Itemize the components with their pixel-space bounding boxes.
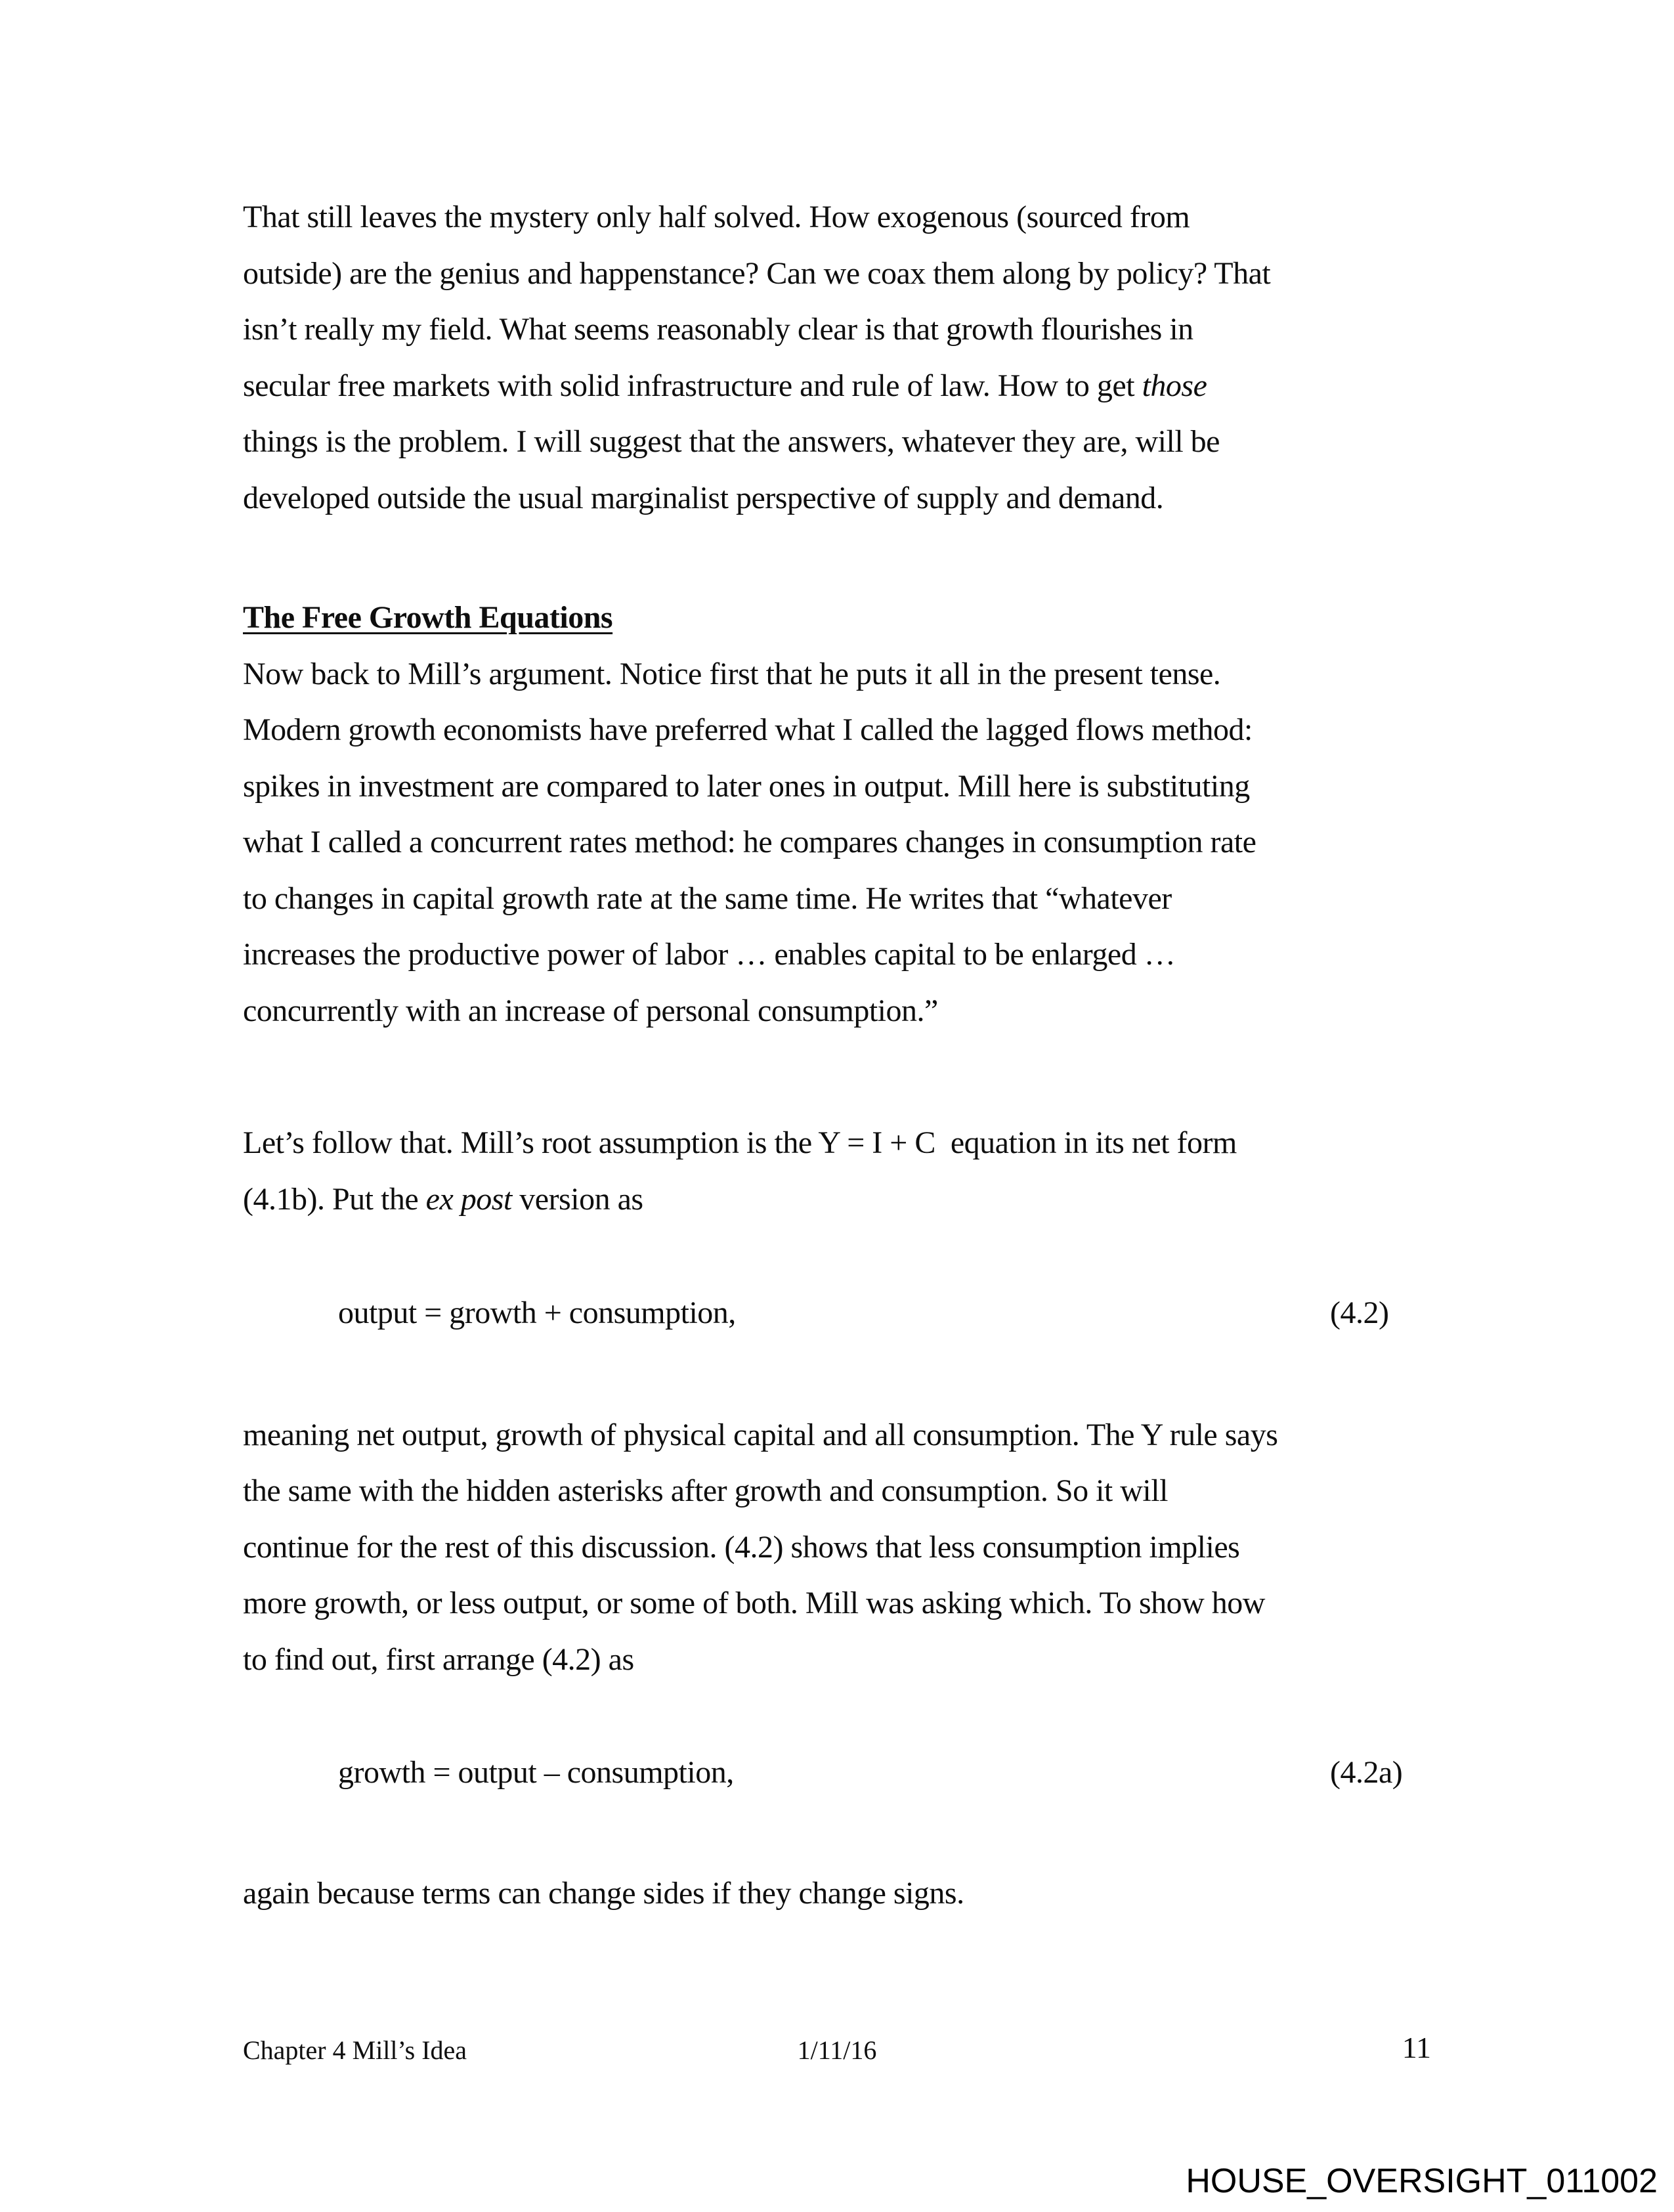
text-line: what I called a concurrent rates method: he compares changes in consumption rate xyxy=(243,825,1256,859)
text-line: isn’t really my field. What seems reasonably clear is that growth flourishes in xyxy=(243,312,1193,347)
heading-text: The Free Growth Equations xyxy=(243,600,613,635)
text-line: things is the problem. I will suggest that the answers, whatever they are, will be xyxy=(243,424,1220,459)
text-line: Modern growth economists have preferred what I called the lagged flows method: xyxy=(243,712,1253,747)
text-line: continue for the rest of this discussion. (4.2) shows that less consumption implies xyxy=(243,1529,1240,1565)
equation-4-2a xyxy=(243,1745,1431,1801)
paragraph-4 xyxy=(243,1407,1431,1688)
equation-number: (4.2) xyxy=(1330,1295,1389,1330)
text-line: meaning net output, growth of physical capital and all consumption. The Y rule says xyxy=(243,1417,1278,1452)
equation-4-2 xyxy=(243,1285,1431,1341)
equation-formula: growth = output – consumption, xyxy=(338,1755,734,1790)
text-line: more growth, or less output, or some of both. Mill was asking which. To show how xyxy=(243,1586,1265,1620)
text-line: to find out, first arrange (4.2) as xyxy=(243,1641,634,1677)
text-line: increases the productive power of labor … enables capital to be enlarged … xyxy=(243,937,1176,972)
text-line: developed outside the usual marginalist perspective of supply and demand. xyxy=(243,480,1164,515)
text-line: the same with the hidden asterisks after growth and consumption. So it will xyxy=(243,1473,1168,1508)
text-line: outside) are the genius and happenstance? Can we coax them along by policy? That xyxy=(243,255,1271,291)
text-line: Now back to Mill’s argument. Notice first that he puts it all in the present tense. xyxy=(243,656,1221,691)
text-line: Let’s follow that. Mill’s root assumption is the Y = I + C equation in its net form xyxy=(243,1125,1237,1160)
text-line xyxy=(243,1171,1431,1228)
italic-text-segment: ex post xyxy=(425,1181,512,1217)
section-heading xyxy=(243,590,1431,646)
paragraph-3 xyxy=(243,1115,1431,1227)
text-line xyxy=(243,358,1431,414)
text-line: spikes in investment are compared to later ones in output. Mill here is substituting xyxy=(243,768,1250,804)
equation-number: (4.2a) xyxy=(1330,1755,1403,1790)
paragraph-1 xyxy=(243,189,1431,526)
text-segment: (4.1b). Put the xyxy=(243,1181,426,1217)
text-line: to changes in capital growth rate at the same time. He writes that “whatever xyxy=(243,880,1172,916)
text-line: That still leaves the mystery only half solved. How exogenous (sourced from xyxy=(243,200,1190,234)
equation-formula: output = growth + consumption, xyxy=(338,1295,736,1330)
text-line: concurrently with an increase of personal consumption.” xyxy=(243,993,938,1028)
paragraph-5 xyxy=(243,1865,1431,1922)
bates-stamp: HOUSE_OVERSIGHT_011002 xyxy=(1186,2162,1658,2200)
text-segment: secular free markets with solid infrastructure and rule of law. How to get xyxy=(243,368,1142,403)
footer-page-number: 11 xyxy=(1402,2031,1431,2064)
text-segment: version as xyxy=(511,1181,643,1217)
footer-date: 1/11/16 xyxy=(797,2035,877,2065)
text-line: again because terms can change sides if they change signs. xyxy=(243,1875,964,1911)
heading-line xyxy=(243,590,1431,646)
paragraph-2 xyxy=(243,646,1431,1039)
footer-chapter-title: Chapter 4 Mill’s Idea xyxy=(243,2035,467,2065)
italic-text-segment: those xyxy=(1142,368,1207,403)
document-body xyxy=(243,189,1431,1921)
